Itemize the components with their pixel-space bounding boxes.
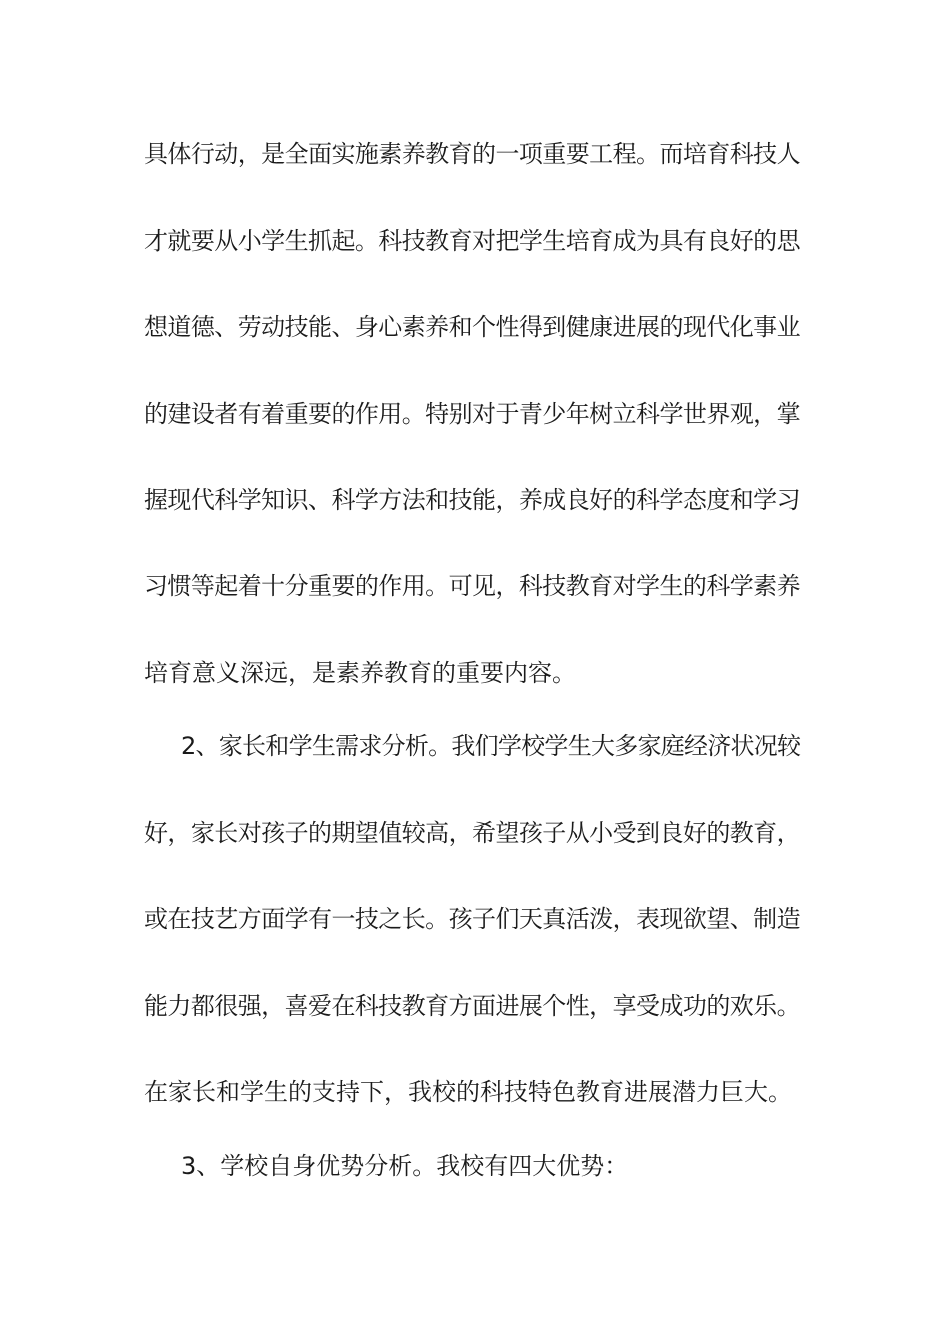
paragraph-line: 想道德、劳动技能、身心素养和个性得到健康进展的现代化事业 [144,313,801,341]
paragraph-line: 好，家长对孩子的期望值较高，希望孩子从小受到良好的教育， [144,819,801,847]
paragraph-line: 3、学校自身优势分析。我校有四大优势： [181,1152,629,1180]
paragraph-line: 习惯等起着十分重要的作用。可见，科技教育对学生的科学素养 [144,572,801,600]
paragraph-line: 在家长和学生的支持下，我校的科技特色教育进展潜力巨大。 [144,1078,792,1106]
paragraph-line: 握现代科学知识、科学方法和技能，养成良好的科学态度和学习 [144,486,801,514]
paragraph-line: 或在技艺方面学有一技之长。孩子们天真活泼，表现欲望、制造 [144,905,801,933]
paragraph-line: 具体行动，是全面实施素养教育的一项重要工程。而培育科技人 [144,140,801,168]
paragraph-line: 的建设者有着重要的作用。特别对于青少年树立科学世界观，掌 [144,400,801,428]
paragraph-line: 培育意义深远，是素养教育的重要内容。 [144,659,576,687]
paragraph-line: 2、家长和学生需求分析。我们学校学生大多家庭经济状况较 [181,732,801,760]
paragraph-line: 能力都很强，喜爱在科技教育方面进展个性，享受成功的欢乐。 [144,992,801,1020]
paragraph-line: 才就要从小学生抓起。科技教育对把学生培育成为具有良好的思 [144,227,801,255]
